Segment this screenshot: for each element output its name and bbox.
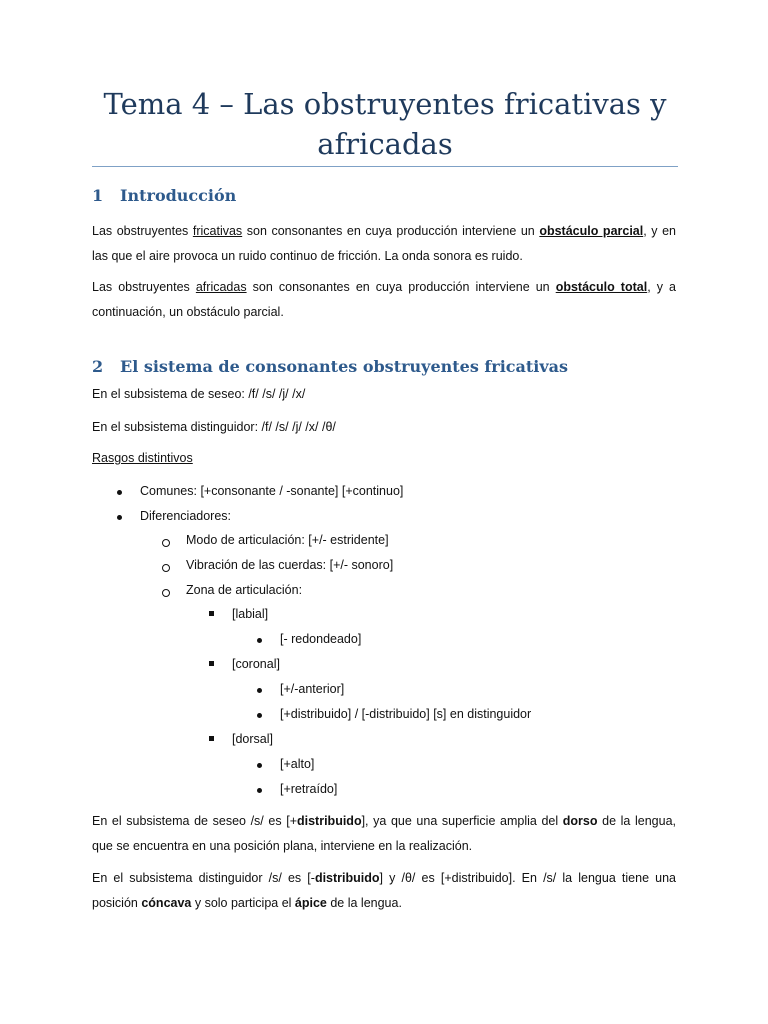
text: ], ya que una superficie amplia del xyxy=(361,814,563,828)
list-item-vibracion: Vibración de las cuerdas: [+/- sonoro] xyxy=(186,558,394,572)
section-number: 2 xyxy=(92,357,104,376)
text: ] y /θ/ es [+distribuido]. En /s/ la lengua tiene una posición xyxy=(92,871,676,910)
bullet-icon xyxy=(257,788,262,793)
emphasis-distribuido: distribuido xyxy=(314,871,380,885)
list-item-labial: [labial] xyxy=(232,607,269,621)
title-divider xyxy=(92,166,678,167)
list-item-comunes: Comunes: [+consonante / -sonante] [+continuo] xyxy=(140,484,404,498)
circle-bullet-icon xyxy=(162,589,170,597)
emphasis-distribuido: distribuido xyxy=(297,814,362,828)
section-heading-sistema xyxy=(92,357,568,376)
text: Las obstruyentes xyxy=(92,280,196,294)
circle-bullet-icon xyxy=(162,564,170,572)
text: de la lengua. xyxy=(326,895,402,910)
term-fricativas: fricativas xyxy=(192,224,243,238)
list-item-diferenciadores: Diferenciadores: xyxy=(140,509,232,523)
list-item-dorsal: [dorsal] xyxy=(232,732,273,746)
text: son consonantes en cuya producción interviene un xyxy=(242,224,540,238)
emphasis-apice: ápice xyxy=(294,895,327,910)
list-item-zona: Zona de articulación: xyxy=(186,583,303,597)
list-item-distribuido: [+distribuido] / [-distribuido] [s] en distinguidor xyxy=(280,707,532,721)
square-bullet-icon xyxy=(209,611,214,616)
text: / /x/ /θ/ xyxy=(298,420,336,434)
text: En el subsistema distinguidor /s/ es [- xyxy=(92,871,315,885)
circle-bullet-icon xyxy=(162,539,170,547)
phoneme-j: j xyxy=(295,420,299,434)
emphasis-concava: cóncava xyxy=(141,895,192,910)
intro-paragraph-fricativas xyxy=(92,219,676,268)
list-item-anterior: [+/-anterior] xyxy=(280,682,345,696)
seseo-inventory xyxy=(92,387,305,401)
list-item-retraido: [+retraído] xyxy=(280,782,338,796)
term-africadas: africadas xyxy=(195,280,247,294)
intro-paragraph-africadas xyxy=(92,275,676,324)
text: de la lengua, que se encuentra en una posición plana, interviene en la realización. xyxy=(92,814,676,853)
text: En el subsistema de seseo: /f/ /s/ / xyxy=(92,387,283,401)
square-bullet-icon xyxy=(209,736,214,741)
bullet-icon xyxy=(117,515,122,520)
bullet-icon xyxy=(117,490,122,495)
section-title: El sistema de consonantes obstruyentes fricativas xyxy=(120,357,569,376)
bullet-icon xyxy=(257,763,262,768)
text: , y a continuación, un obstáculo parcial. xyxy=(92,280,676,319)
list-item-modo: Modo de articulación: [+/- estridente] xyxy=(186,533,389,547)
list-item-alto: [+alto] xyxy=(280,757,315,771)
square-bullet-icon xyxy=(209,661,214,666)
text: , y en las que el aire provoca un ruido continuo de fricción. La onda sonora es ruido. xyxy=(92,224,676,263)
term-obstaculo-parcial: obstáculo parcial xyxy=(539,224,644,238)
paragraph-distinguidor-distribuido xyxy=(92,866,676,915)
list-item-coronal: [coronal] xyxy=(232,657,280,671)
text: / /x/ xyxy=(285,387,306,401)
bullet-icon xyxy=(257,638,262,643)
bullet-icon xyxy=(257,713,262,718)
text: En el subsistema de seseo /s/ es [+ xyxy=(92,814,297,828)
phoneme-j: j xyxy=(282,387,286,401)
paragraph-seseo-distribuido xyxy=(92,809,676,858)
text: En el subsistema distinguidor: /f/ /s/ / xyxy=(92,420,296,434)
distinguidor-inventory xyxy=(92,420,336,434)
section-heading-introduccion xyxy=(92,186,236,205)
text: y solo participa el xyxy=(191,895,295,910)
list-item-redondeado: [- redondeado] xyxy=(280,632,362,646)
rasgos-title: Rasgos distintivos xyxy=(92,451,193,465)
text: son consonantes en cuya producción interviene un xyxy=(246,280,556,294)
section-number: 1 xyxy=(92,186,104,205)
bullet-icon xyxy=(257,688,262,693)
term-obstaculo-total: obstáculo total xyxy=(555,280,648,294)
text: Las obstruyentes xyxy=(92,224,193,238)
section-title: Introducción xyxy=(120,186,237,205)
emphasis-dorso: dorso xyxy=(562,814,598,828)
page-title: Tema 4 – Las obstruyentes fricativas y africadas xyxy=(103,87,667,161)
rasgos-heading xyxy=(92,451,193,465)
